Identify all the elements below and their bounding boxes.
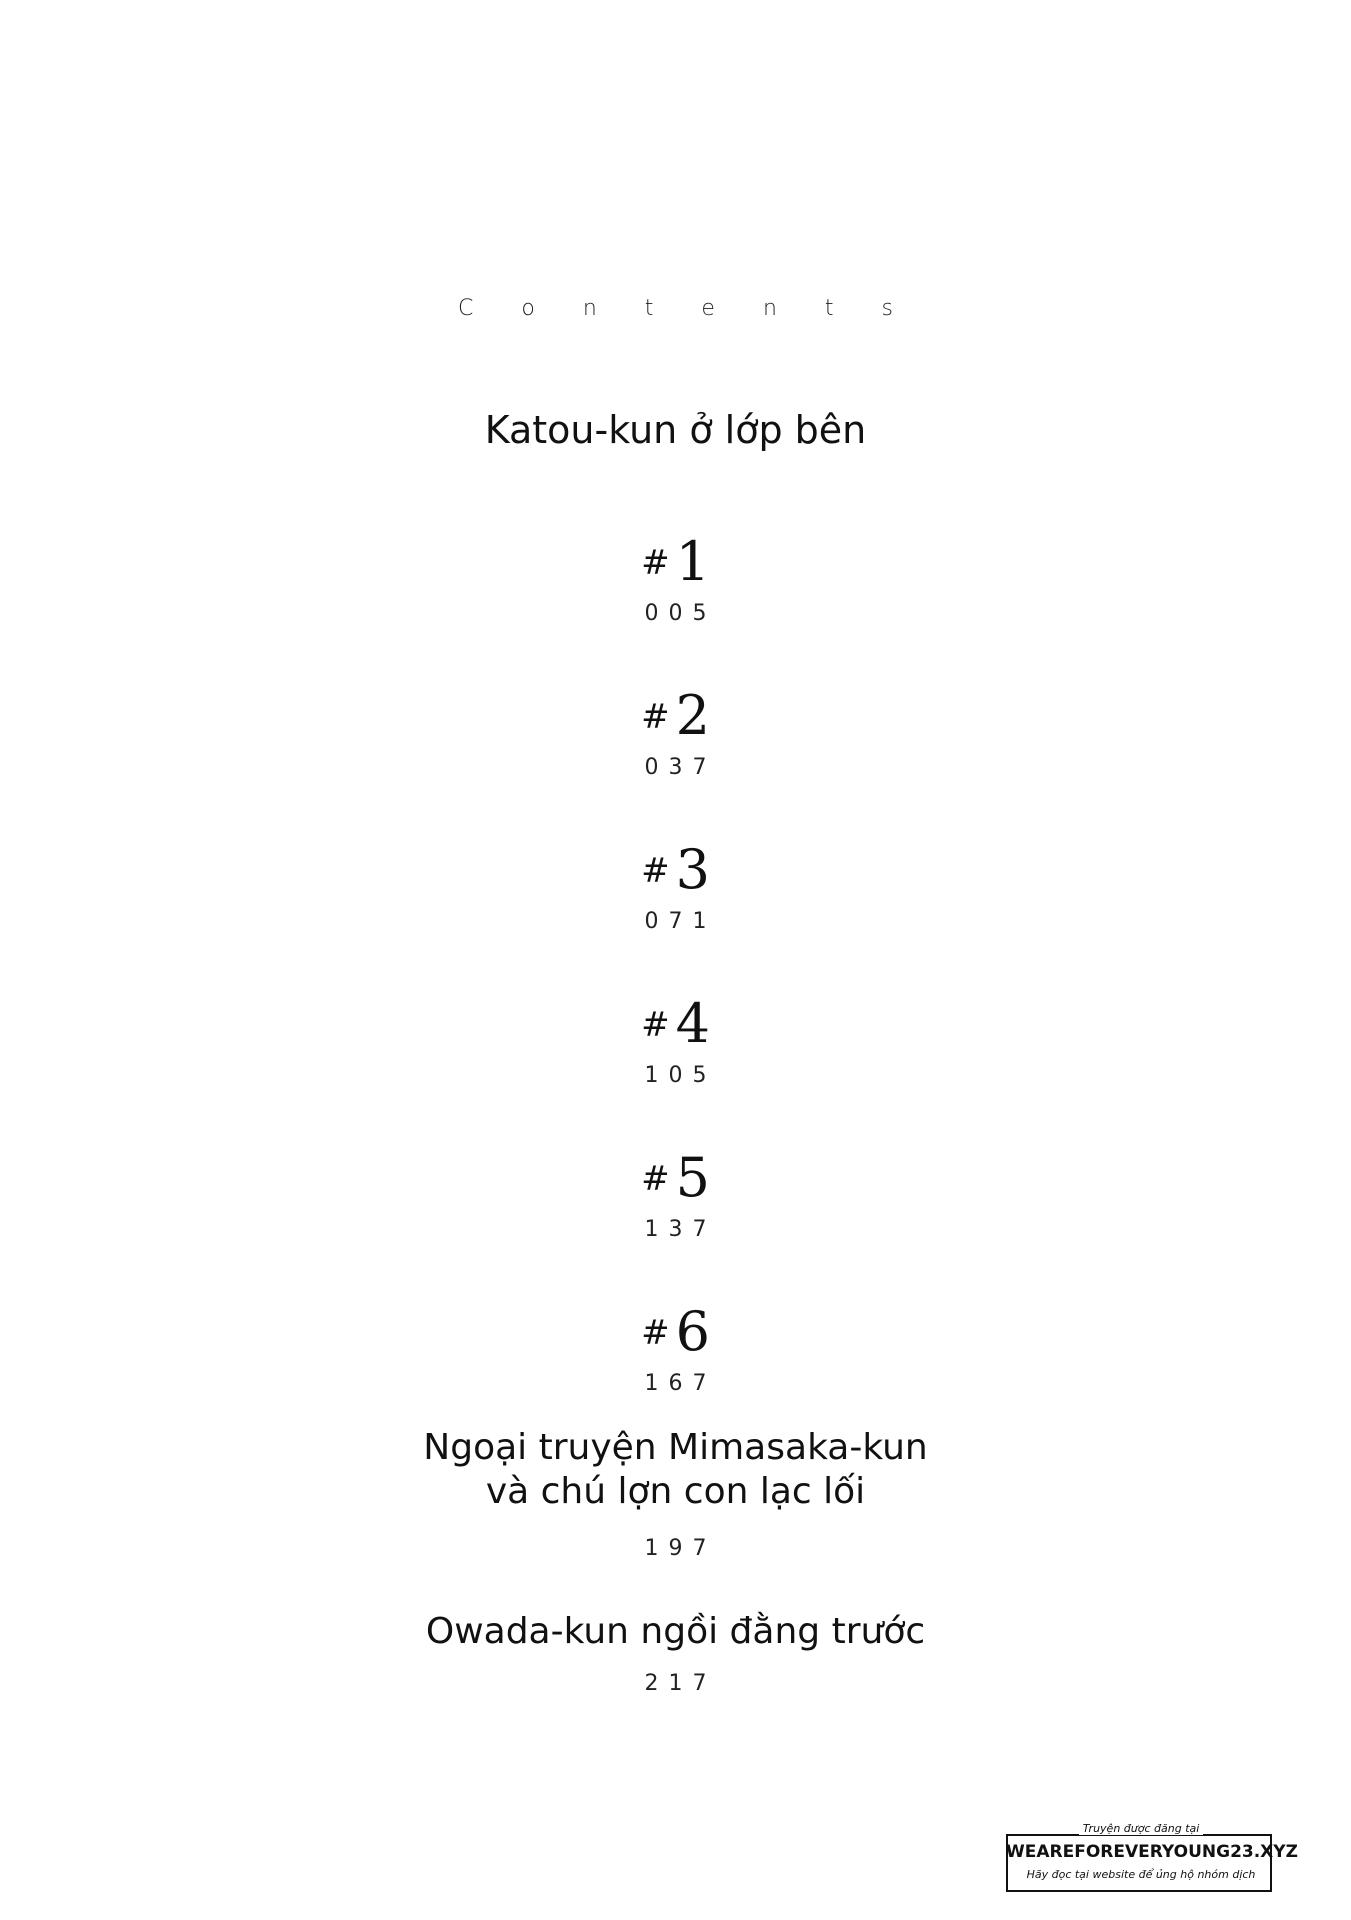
chapter-number: 5	[675, 1146, 710, 1209]
chapter-label	[0, 1148, 1351, 1209]
chapter-page-number: 105	[644, 1063, 717, 1088]
chapter-number: 2	[675, 684, 710, 747]
chapter-entry[interactable]	[0, 532, 1351, 626]
chapter-label	[0, 686, 1351, 747]
chapter-page-number: 005	[644, 601, 717, 626]
chapter-entry[interactable]	[0, 994, 1351, 1088]
chapter-hash: #	[641, 1313, 670, 1353]
chapter-number: 3	[675, 838, 710, 901]
chapter-page-number: 071	[644, 909, 717, 934]
chapter-hash: #	[641, 851, 670, 891]
chapter-hash: #	[641, 543, 670, 583]
contents-heading: Contents	[458, 296, 941, 321]
extra-page-number: 197	[644, 1536, 717, 1561]
chapter-entry[interactable]	[0, 840, 1351, 934]
chapter-hash: #	[641, 697, 670, 737]
chapter-page-number: 037	[644, 755, 717, 780]
extra-page-number: 217	[644, 1671, 717, 1696]
chapter-number: 1	[675, 530, 710, 593]
chapter-hash: #	[641, 1005, 670, 1045]
chapter-hash: #	[641, 1159, 670, 1199]
chapter-label	[0, 994, 1351, 1055]
watermark-site: WEAREFOREVERYOUNG23.XYZ	[1006, 1842, 1298, 1862]
chapter-page-number: 137	[644, 1217, 717, 1242]
chapter-number: 6	[675, 1300, 710, 1363]
chapter-page-number: 167	[644, 1371, 717, 1396]
chapter-entry[interactable]	[0, 686, 1351, 780]
chapter-label	[0, 532, 1351, 593]
extra-title-line: và chú lợn con lạc lối	[485, 1471, 866, 1512]
extra-story-title[interactable]	[0, 1610, 1351, 1654]
chapter-label	[0, 840, 1351, 901]
watermark	[1006, 1822, 1298, 1896]
watermark-top-label: Truyện được đăng tại	[1079, 1822, 1204, 1835]
main-story-title: Katou-kun ở lớp bên	[484, 408, 867, 452]
watermark-top-text	[1006, 1822, 1276, 1836]
chapter-number: 4	[675, 992, 710, 1055]
chapter-entry[interactable]	[0, 1148, 1351, 1242]
extra-title-line: Owada-kun ngồi đằng trước	[425, 1611, 926, 1652]
chapter-label	[0, 1302, 1351, 1363]
extra-story-title[interactable]	[0, 1426, 1351, 1514]
watermark-sub-text: Hãy đọc tại website để ủng hộ nhóm dịch	[1026, 1868, 1256, 1881]
chapter-entry[interactable]	[0, 1302, 1351, 1396]
extra-title-line: Ngoại truyện Mimasaka-kun	[423, 1427, 928, 1468]
